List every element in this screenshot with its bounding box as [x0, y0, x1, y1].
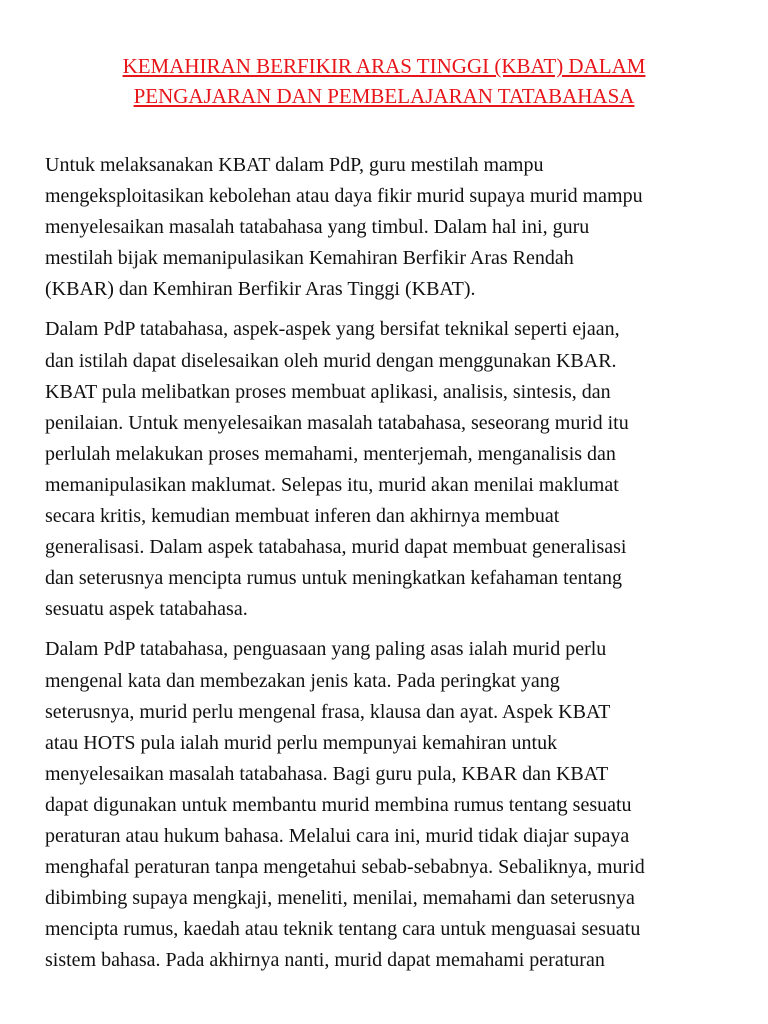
text-line: secara kritis, kemudian membuat inferen dan akhirnya membuat [45, 505, 560, 528]
document-title [60, 51, 708, 111]
text-line: menyelesaikan masalah tatabahasa yang timbul. Dalam hal ini, guru [45, 216, 590, 239]
text-line: memanipulasikan maklumat. Selepas itu, murid akan menilai maklumat [45, 473, 619, 496]
text-line: dan seterusnya mencipta rumus untuk meningkatkan kefahaman tentang [45, 567, 623, 590]
title-line-2: PENGAJARAN DAN PEMBELAJARAN TATABAHASA [133, 84, 635, 108]
paragraph-3 [45, 634, 725, 976]
text-line: dan istilah dapat diselesaikan oleh murid dengan menggunakan KBAR. [45, 349, 617, 372]
text-line: dapat digunakan untuk membantu murid membina rumus tentang sesuatu [45, 793, 632, 816]
text-line: Dalam PdP tatabahasa, penguasaan yang paling asas ialah murid perlu [45, 638, 607, 661]
text-line: penilaian. Untuk menyelesaikan masalah tatabahasa, seseorang murid itu [45, 411, 629, 434]
text-line: mencipta rumus, kaedah atau teknik tentang cara untuk menguasai sesuatu [45, 918, 641, 941]
text-line: sistem bahasa. Pada akhirnya nanti, murid dapat memahami peraturan [45, 949, 605, 972]
document-body [45, 150, 725, 985]
paragraph-1 [45, 150, 725, 305]
text-line: seterusnya, murid perlu mengenal frasa, klausa dan ayat. Aspek KBAT [45, 700, 611, 723]
paragraph-2 [45, 314, 725, 625]
text-line: mengenal kata dan membezakan jenis kata. Pada peringkat yang [45, 669, 560, 692]
text-line: Untuk melaksanakan KBAT dalam PdP, guru mestilah mampu [45, 154, 544, 176]
text-line: generalisasi. Dalam aspek tatabahasa, murid dapat membuat generalisasi [45, 536, 627, 559]
text-line: menghafal peraturan tanpa mengetahui sebab-sebabnya. Sebaliknya, murid [45, 856, 645, 879]
text-line: (KBAR) dan Kemhiran Berfikir Aras Tinggi (KBAT). [45, 278, 476, 301]
text-line: dibimbing supaya mengkaji, meneliti, menilai, memahami dan seterusnya [45, 887, 635, 910]
title-line-1: KEMAHIRAN BERFIKIR ARAS TINGGI (KBAT) DALAM [122, 54, 646, 78]
text-line: Dalam PdP tatabahasa, aspek-aspek yang bersifat teknikal seperti ejaan, [45, 318, 620, 341]
text-line: KBAT pula melibatkan proses membuat aplikasi, analisis, sintesis, dan [45, 380, 611, 403]
text-line: perlulah melakukan proses memahami, menterjemah, menganalisis dan [45, 442, 616, 465]
text-line: mestilah bijak memanipulasikan Kemahiran Berfikir Aras Rendah [45, 247, 574, 270]
text-line: menyelesaikan masalah tatabahasa. Bagi guru pula, KBAR dan KBAT [45, 762, 609, 785]
text-line: mengeksploitasikan kebolehan atau daya fikir murid supaya murid mampu [45, 185, 643, 208]
text-line: atau HOTS pula ialah murid perlu mempunyai kemahiran untuk [45, 731, 558, 754]
text-line: sesuatu aspek tatabahasa. [45, 598, 248, 621]
text-line: peraturan atau hukum bahasa. Melalui cara ini, murid tidak diajar supaya [45, 824, 630, 847]
